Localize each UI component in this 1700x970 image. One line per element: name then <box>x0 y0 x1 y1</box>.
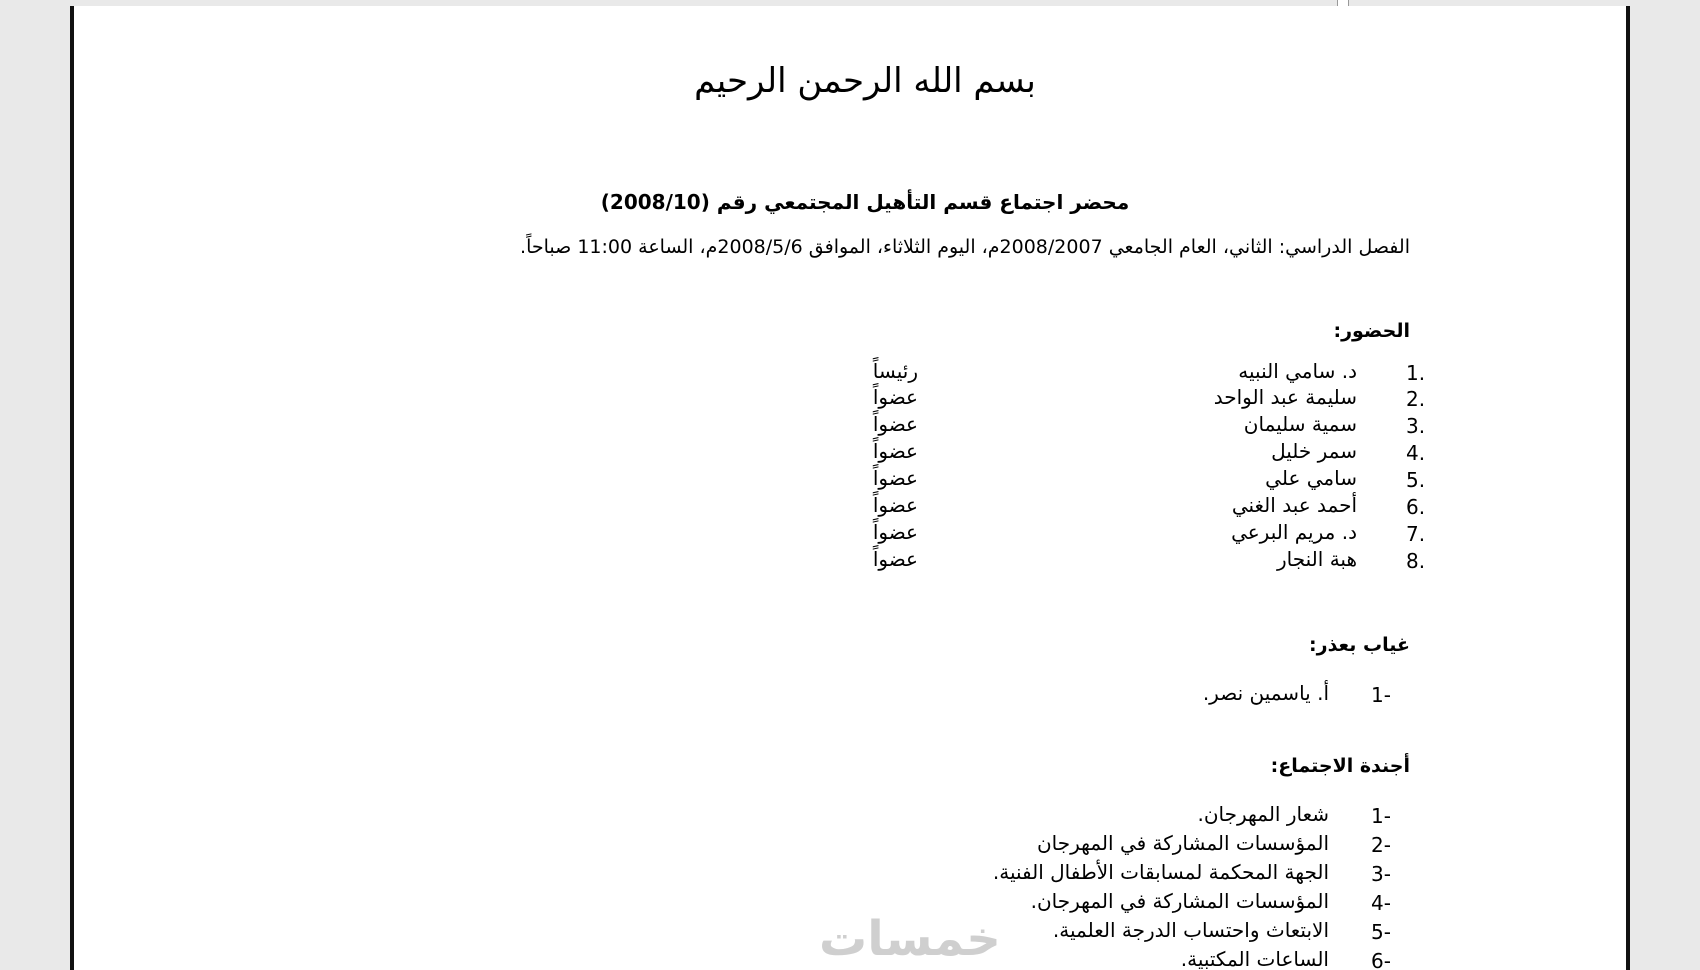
attendance-heading: الحضور: <box>1333 320 1410 342</box>
minutes-title: محضر اجتماع قسم التأهيل المجتمعي رقم (2008/10) <box>600 190 1130 214</box>
attendance-number: 5. <box>1406 468 1426 492</box>
attendance-role: عضواً <box>872 385 918 409</box>
attendance-name: سامي علي <box>1265 466 1357 490</box>
document-page <box>70 6 1630 970</box>
agenda-text: المؤسسات المشاركة في المهرجان. <box>1030 889 1329 913</box>
meeting-info: الفصل الدراسي: الثاني، العام الجامعي 2008/2007م، اليوم الثلاثاء، الموافق 2008/5/6م، الساعة 11:00 صباحاً. <box>520 236 1410 258</box>
attendance-number: 2. <box>1406 387 1426 411</box>
basmala-heading: بسم الله الرحمن الرحيم <box>694 61 1036 101</box>
agenda-number: 5- <box>1371 920 1391 944</box>
attendance-name: سليمة عبد الواحد <box>1213 385 1357 409</box>
absence-text: أ. ياسمين نصر. <box>1202 681 1329 705</box>
attendance-number: 1. <box>1406 361 1426 385</box>
attendance-role: عضواً <box>872 520 918 544</box>
attendance-name: د. مريم البرعي <box>1231 520 1357 544</box>
attendance-number: 7. <box>1406 522 1426 546</box>
attendance-name: د. سامي النبيه <box>1238 359 1357 383</box>
attendance-name: سمر خليل <box>1271 439 1357 463</box>
agenda-text: الابتعاث واحتساب الدرجة العلمية. <box>1052 918 1329 942</box>
attendance-role: عضواً <box>872 466 918 490</box>
attendance-number: 3. <box>1406 414 1426 438</box>
absence-heading: غياب بعذر: <box>1309 634 1410 656</box>
agenda-text: شعار المهرجان. <box>1197 802 1329 826</box>
agenda-heading: أجندة الاجتماع: <box>1270 755 1410 777</box>
agenda-text: المؤسسات المشاركة في المهرجان <box>1036 831 1329 855</box>
agenda-number: 6- <box>1371 949 1391 970</box>
attendance-role: عضواً <box>872 493 918 517</box>
agenda-number: 3- <box>1371 862 1391 886</box>
attendance-role: عضواً <box>872 547 918 571</box>
attendance-number: 6. <box>1406 495 1426 519</box>
agenda-number: 1- <box>1371 804 1391 828</box>
attendance-name: هبة النجار <box>1276 547 1357 571</box>
agenda-number: 4- <box>1371 891 1391 915</box>
agenda-text: الساعات المكتبية. <box>1180 947 1329 970</box>
attendance-name: سمية سليمان <box>1243 412 1357 436</box>
attendance-name: أحمد عبد الغني <box>1231 493 1357 517</box>
absence-number: 1- <box>1371 683 1391 707</box>
agenda-text: الجهة المحكمة لمسابقات الأطفال الفنية. <box>992 860 1329 884</box>
attendance-number: 8. <box>1406 549 1426 573</box>
attendance-number: 4. <box>1406 441 1426 465</box>
agenda-number: 2- <box>1371 833 1391 857</box>
attendance-role: عضواً <box>872 412 918 436</box>
watermark: خمسات <box>819 911 1001 967</box>
attendance-role: عضواً <box>872 439 918 463</box>
attendance-role: رئيساً <box>872 359 918 383</box>
